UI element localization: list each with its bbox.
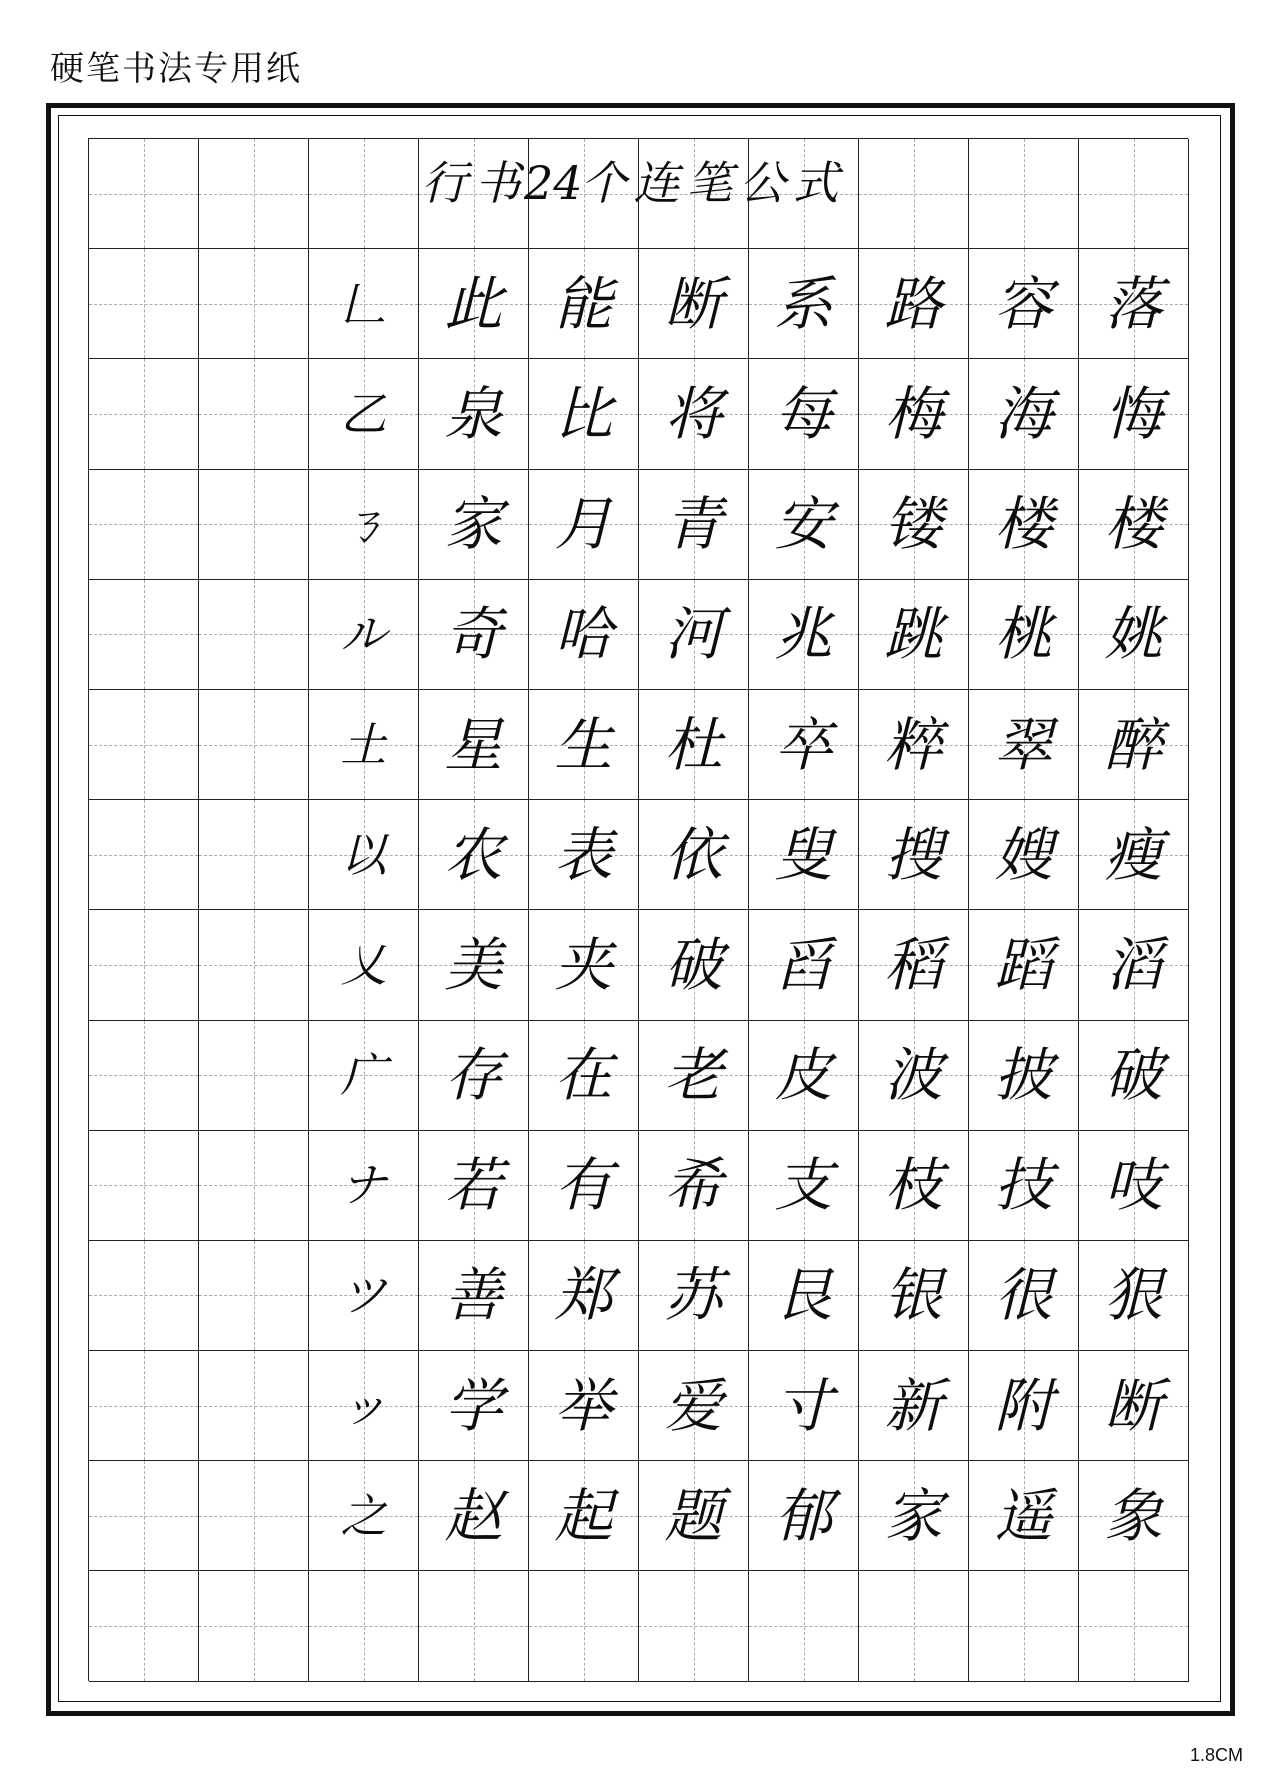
- practice-character: 舀: [774, 930, 833, 999]
- practice-character: 搜: [884, 820, 943, 889]
- stroke-pattern: ル: [340, 607, 387, 662]
- grid-cell: [419, 1351, 529, 1461]
- grid-cell: [419, 359, 529, 469]
- grid-cell: [89, 1461, 199, 1571]
- practice-character: 很: [994, 1261, 1053, 1330]
- grid-cell: [419, 1241, 529, 1351]
- grid-cell: [199, 1021, 309, 1131]
- stroke-pattern: ナ: [340, 1158, 387, 1213]
- grid-cell: [199, 1131, 309, 1241]
- practice-character: 寸: [774, 1371, 833, 1440]
- grid-cell: [309, 1241, 419, 1351]
- practice-character: 希: [664, 1151, 723, 1220]
- practice-character: 奇: [444, 600, 503, 669]
- grid-cell: [1079, 359, 1189, 469]
- grid-cell: [199, 1461, 309, 1571]
- grid-cell: [89, 1571, 199, 1681]
- grid-cell: [89, 1351, 199, 1461]
- stroke-pattern: 以: [340, 827, 387, 882]
- grid-cell: [639, 800, 749, 910]
- practice-character: 断: [664, 269, 723, 338]
- grid-cell: [749, 1461, 859, 1571]
- practice-character: 生: [554, 710, 613, 779]
- grid-cell: [309, 359, 419, 469]
- grid-cell: [89, 139, 199, 249]
- grid-cell: [1079, 1571, 1189, 1681]
- practice-character: 在: [554, 1041, 613, 1110]
- grid-cell: [1079, 800, 1189, 910]
- practice-character: 起: [554, 1481, 613, 1550]
- grid-cell: [969, 690, 1079, 800]
- grid-cell: [639, 580, 749, 690]
- practice-character: 梅: [884, 379, 943, 448]
- practice-character: 象: [1104, 1481, 1163, 1550]
- grid-cell: [529, 580, 639, 690]
- sheet-title: [418, 156, 842, 210]
- practice-character: 跳: [884, 600, 943, 669]
- grid-cell: [859, 359, 969, 469]
- grid-cell: [859, 139, 969, 249]
- practice-character: 支: [774, 1151, 833, 1220]
- grid-cell: [859, 1461, 969, 1571]
- grid-cell: [419, 690, 529, 800]
- stroke-pattern: 之: [340, 1488, 387, 1543]
- grid-cell: [969, 1571, 1079, 1681]
- grid-cell: [199, 249, 309, 359]
- grid-cell: [529, 470, 639, 580]
- practice-character: 镂: [884, 490, 943, 559]
- practice-character: 星: [444, 710, 503, 779]
- grid-cell: [1079, 910, 1189, 1020]
- grid-cell: [309, 1131, 419, 1241]
- practice-character: 破: [664, 930, 723, 999]
- practice-character: 楼: [994, 490, 1053, 559]
- grid-cell: [89, 1241, 199, 1351]
- practice-character: 皮: [774, 1041, 833, 1110]
- grid-cell: [309, 690, 419, 800]
- practice-character: 楼: [1104, 490, 1163, 559]
- grid-cell: [749, 1131, 859, 1241]
- grid-cell: [969, 910, 1079, 1020]
- grid-cell: [859, 910, 969, 1020]
- practice-character: 美: [444, 930, 503, 999]
- practice-character: 附: [994, 1371, 1053, 1440]
- grid-cell: [529, 800, 639, 910]
- practice-character: 卒: [774, 710, 833, 779]
- practice-character: 举: [554, 1371, 613, 1440]
- practice-character: 将: [664, 379, 723, 448]
- grid-cell: [199, 800, 309, 910]
- practice-character: 姚: [1104, 600, 1163, 669]
- practice-character: 路: [884, 269, 943, 338]
- title-character: 个: [580, 156, 627, 210]
- practice-character: 瘦: [1104, 820, 1163, 889]
- stroke-pattern: 乂: [340, 937, 387, 992]
- title-character: 连: [633, 156, 680, 210]
- grid-cell: [749, 249, 859, 359]
- grid-cell: [639, 1021, 749, 1131]
- practice-character: 系: [774, 269, 833, 338]
- grid-cell: [89, 470, 199, 580]
- practice-character: 银: [884, 1261, 943, 1330]
- grid-cell: [859, 1571, 969, 1681]
- practice-character: 破: [1104, 1041, 1163, 1110]
- grid-cell: [199, 359, 309, 469]
- grid-cell: [529, 1461, 639, 1571]
- practice-character: 海: [994, 379, 1053, 448]
- practice-character: 爱: [664, 1371, 723, 1440]
- grid-cell: [639, 910, 749, 1020]
- grid-cell: [89, 249, 199, 359]
- title-character: 书: [474, 156, 521, 210]
- grid-cell: [749, 359, 859, 469]
- stroke-pattern: 乙: [340, 386, 387, 441]
- title-character: 行: [421, 156, 468, 210]
- stroke-pattern: ッ: [340, 1378, 387, 1433]
- grid-cell: [1079, 580, 1189, 690]
- grid-cell: [419, 1021, 529, 1131]
- grid-cell: [529, 1351, 639, 1461]
- practice-character: 赵: [444, 1481, 503, 1550]
- practice-character: 杜: [664, 710, 723, 779]
- grid-cell: [969, 580, 1079, 690]
- grid-cell: [89, 580, 199, 690]
- grid-cell: [969, 249, 1079, 359]
- stroke-pattern: ㄋ: [340, 497, 387, 552]
- practice-character: 兆: [774, 600, 833, 669]
- practice-character: 桃: [994, 600, 1053, 669]
- grid-cell: [89, 800, 199, 910]
- grid-cell: [749, 580, 859, 690]
- grid-cell: [749, 1241, 859, 1351]
- grid-cell: [199, 910, 309, 1020]
- practice-character: 有: [554, 1151, 613, 1220]
- grid-cell: [639, 690, 749, 800]
- stroke-pattern: 广: [340, 1048, 387, 1103]
- grid-cell: [969, 800, 1079, 910]
- practice-character: 学: [444, 1371, 503, 1440]
- grid-cell: [529, 249, 639, 359]
- paper-header-title: 硬笔书法专用纸: [50, 49, 302, 89]
- grid-cell: [969, 1461, 1079, 1571]
- grid-cell: [639, 1571, 749, 1681]
- practice-character: 新: [884, 1371, 943, 1440]
- grid-cell: [639, 1241, 749, 1351]
- grid-cell: [749, 910, 859, 1020]
- grid-cell: [639, 1131, 749, 1241]
- grid-cell: [859, 1241, 969, 1351]
- grid-cell: [199, 1241, 309, 1351]
- practice-character: 翠: [994, 710, 1053, 779]
- grid-cell: [749, 800, 859, 910]
- grid-cell: [529, 910, 639, 1020]
- practice-character: 稻: [884, 930, 943, 999]
- practice-character: 粹: [884, 710, 943, 779]
- title-character: 公: [739, 156, 786, 210]
- stroke-pattern: 𠃊: [340, 276, 387, 331]
- practice-character: 郁: [774, 1481, 833, 1550]
- practice-character: 哈: [554, 600, 613, 669]
- grid-cell: [419, 1131, 529, 1241]
- grid-cell: [529, 1241, 639, 1351]
- practice-character: 每: [774, 379, 833, 448]
- grid-cell: [1079, 1131, 1189, 1241]
- grid-cell: [419, 800, 529, 910]
- practice-character: 存: [444, 1041, 503, 1110]
- grid-cell: [1079, 1241, 1189, 1351]
- grid-cell: [749, 470, 859, 580]
- grid-cell: [639, 249, 749, 359]
- grid-cell: [419, 580, 529, 690]
- grid-cell: [969, 359, 1079, 469]
- practice-character: 醉: [1104, 710, 1163, 779]
- grid-cell: [749, 1021, 859, 1131]
- grid-cell: [1079, 139, 1189, 249]
- practice-character: 河: [664, 600, 723, 669]
- practice-character: 艮: [774, 1261, 833, 1330]
- grid-cell: [309, 580, 419, 690]
- practice-character: 安: [774, 490, 833, 559]
- stroke-pattern: ツ: [340, 1268, 387, 1323]
- practice-character: 落: [1104, 269, 1163, 338]
- grid-cell: [309, 1021, 419, 1131]
- grid-cell: [199, 139, 309, 249]
- grid-cell: [89, 1021, 199, 1131]
- grid-cell: [859, 690, 969, 800]
- grid-cell: [89, 1131, 199, 1241]
- practice-character: 泉: [444, 379, 503, 448]
- stroke-pattern: 土: [340, 717, 387, 772]
- grid-cell: [969, 139, 1079, 249]
- grid-cell: [419, 470, 529, 580]
- practice-character: 技: [994, 1151, 1053, 1220]
- grid-cell: [969, 1241, 1079, 1351]
- grid-cell: [749, 1571, 859, 1681]
- grid-cell: [419, 1461, 529, 1571]
- practice-character: 善: [444, 1261, 503, 1330]
- practice-character: 表: [554, 820, 613, 889]
- grid-cell: [1079, 690, 1189, 800]
- grid-cell: [639, 1351, 749, 1461]
- practice-character: 能: [554, 269, 613, 338]
- practice-character: 遥: [994, 1481, 1053, 1550]
- grid-cell: [419, 1571, 529, 1681]
- grid-cell: [89, 359, 199, 469]
- grid-cell: [309, 139, 419, 249]
- practice-character: 蹈: [994, 930, 1053, 999]
- grid-cell: [859, 1131, 969, 1241]
- practice-character: 郑: [554, 1261, 613, 1330]
- practice-character: 依: [664, 820, 723, 889]
- title-character: 式: [792, 156, 839, 210]
- practice-character: 披: [994, 1041, 1053, 1110]
- practice-character: 叟: [774, 820, 833, 889]
- practice-character: 波: [884, 1041, 943, 1110]
- grid-cell: [199, 470, 309, 580]
- grid-cell: [969, 470, 1079, 580]
- grid-cell: [1079, 1351, 1189, 1461]
- grid-cell: [639, 1461, 749, 1571]
- practice-character: 月: [554, 490, 613, 559]
- grid-cell: [529, 690, 639, 800]
- practice-character: 家: [884, 1481, 943, 1550]
- practice-character: 农: [444, 820, 503, 889]
- practice-character: 题: [664, 1481, 723, 1550]
- practice-character: 若: [444, 1151, 503, 1220]
- practice-character: 滔: [1104, 930, 1163, 999]
- grid-cell: [89, 690, 199, 800]
- grid-cell: [859, 1351, 969, 1461]
- grid-cell: [309, 1461, 419, 1571]
- practice-character: 比: [554, 379, 613, 448]
- grid-cell: [199, 1571, 309, 1681]
- title-character: 24: [524, 156, 583, 210]
- grid-cell: [529, 359, 639, 469]
- grid-cell: [1079, 1021, 1189, 1131]
- grid-cell: [969, 1131, 1079, 1241]
- grid-cell: [309, 1351, 419, 1461]
- practice-character: 枝: [884, 1151, 943, 1220]
- grid-size-label: 1.8CM: [1189, 1745, 1243, 1765]
- practice-character: 苏: [664, 1261, 723, 1330]
- grid-cell: [529, 1131, 639, 1241]
- grid-cell: [859, 470, 969, 580]
- practice-character: 容: [994, 269, 1053, 338]
- grid-cell: [859, 1021, 969, 1131]
- grid-cell: [859, 580, 969, 690]
- grid-cell: [749, 690, 859, 800]
- grid-cell: [859, 249, 969, 359]
- grid-cell: [309, 1571, 419, 1681]
- grid-cell: [639, 470, 749, 580]
- practice-grid: [88, 138, 1188, 1681]
- grid-cell: [89, 910, 199, 1020]
- practice-character: 夹: [554, 930, 613, 999]
- grid-cell: [1079, 1461, 1189, 1571]
- grid-cell: [419, 249, 529, 359]
- practice-character: 断: [1104, 1371, 1163, 1440]
- practice-character: 悔: [1104, 379, 1163, 448]
- grid-cell: [309, 800, 419, 910]
- title-character: 笔: [686, 156, 733, 210]
- grid-cell: [529, 1021, 639, 1131]
- grid-cell: [199, 690, 309, 800]
- grid-cell: [529, 1571, 639, 1681]
- grid-cell: [969, 1021, 1079, 1131]
- practice-character: 此: [444, 269, 503, 338]
- grid-cell: [969, 1351, 1079, 1461]
- practice-character: 嫂: [994, 820, 1053, 889]
- practice-character: 老: [664, 1041, 723, 1110]
- practice-character: 家: [444, 490, 503, 559]
- practice-character: 狠: [1104, 1261, 1163, 1330]
- grid-cell: [309, 249, 419, 359]
- grid-cell: [199, 1351, 309, 1461]
- grid-cell: [309, 470, 419, 580]
- grid-cell: [309, 910, 419, 1020]
- grid-cell: [749, 1351, 859, 1461]
- practice-character: 青: [664, 490, 723, 559]
- grid-cell: [859, 800, 969, 910]
- grid-cell: [1079, 249, 1189, 359]
- grid-cell: [199, 580, 309, 690]
- grid-cell: [419, 910, 529, 1020]
- grid-cell: [1079, 470, 1189, 580]
- practice-character: 吱: [1104, 1151, 1163, 1220]
- grid-cell: [639, 359, 749, 469]
